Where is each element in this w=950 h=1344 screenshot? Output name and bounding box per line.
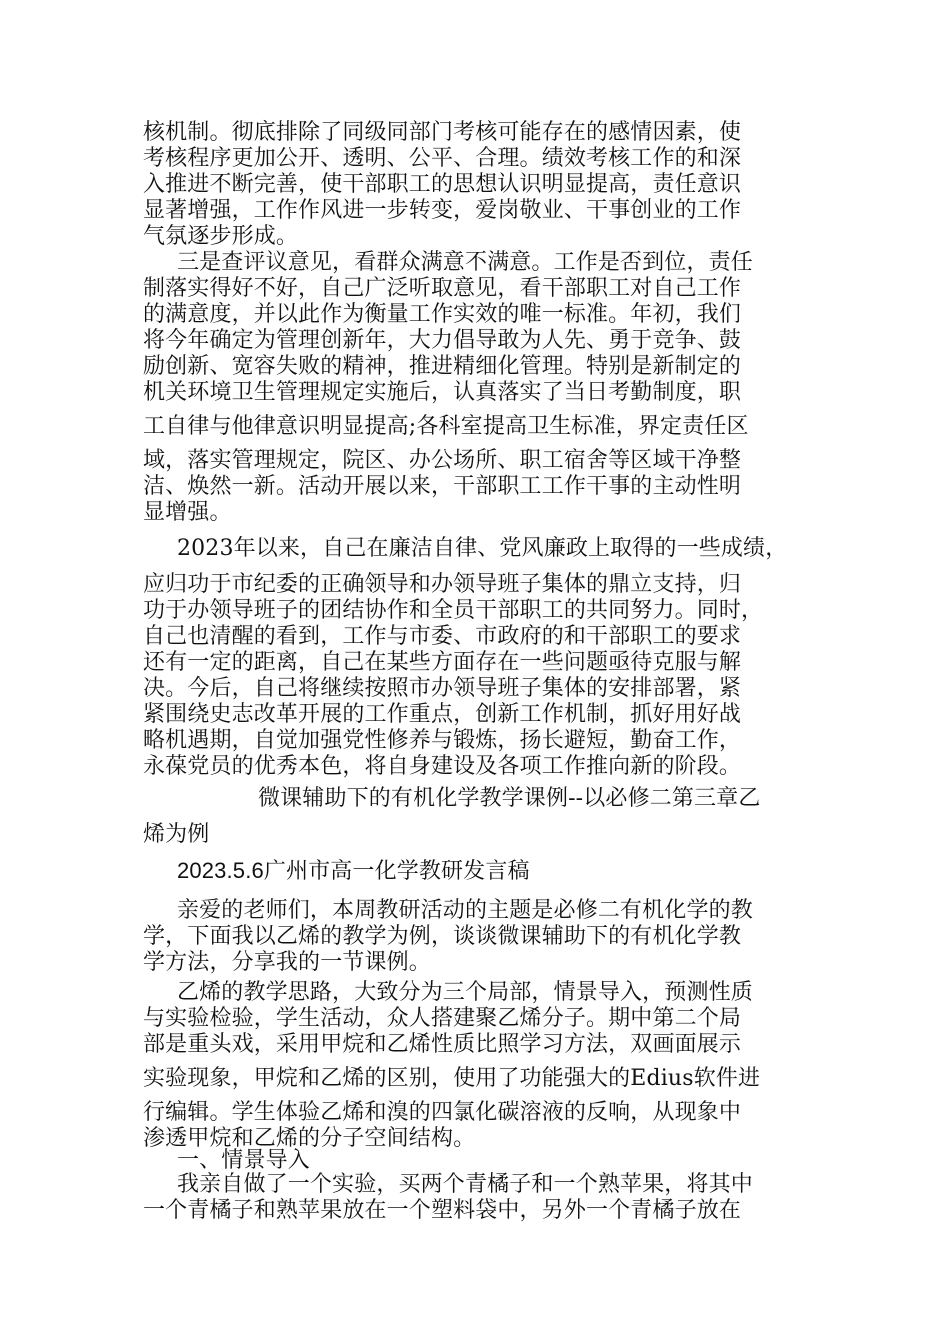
text-line: 还有一定的距离，自己在某些方面存在一些问题亟待克服与解: [143, 650, 742, 675]
text-line: 一个青橘子和熟苹果放在一个塑料袋中，另外一个青橘子放在: [143, 1198, 742, 1223]
text-line: 功于办领导班子的团结协作和全员干部职工的共同努力。同时，: [143, 598, 764, 623]
text-line: 入推进不断完善，使干部职工的思想认识明显提高，责任意识: [143, 172, 742, 197]
text-line: 与实验检验，学生活动，众人搭建聚乙烯分子。期中第二个局: [143, 1006, 742, 1031]
text-line: 机关环境卫生管理规定实施后，认真落实了当日考勤制度，职: [143, 380, 742, 405]
text-line: 略机遇期，自觉加强党性修养与锻炼，扬长避短，勤奋工作，: [143, 728, 742, 753]
date-line: 2023.5.6广州市高一化学教研发言稿: [177, 858, 530, 883]
text-line: 决。今后，自己将继续按照市办领导班子集体的安排部署，紧: [143, 676, 742, 701]
text-line: 制落实得好不好，自己广泛听取意见，看干部职工对自己工作: [143, 276, 742, 301]
text-line: 学，下面我以乙烯的教学为例，谈谈微课辅助下的有机化学教: [143, 924, 742, 949]
text-line: 学方法，分享我的一节课例。: [143, 950, 431, 975]
text-line: 工自律与他律意识明显提高;各科室提高卫生标准，界定责任区: [143, 414, 749, 439]
text-line: 渗透甲烷和乙烯的分子空间结构。: [143, 1126, 476, 1151]
text-line: 域，落实管理规定，院区、办公场所、职工宿舍等区域干净整: [143, 448, 742, 473]
text-line: 励创新、宽容失败的精神，推进精细化管理。特别是新制定的: [143, 354, 742, 379]
text-line: 将今年确定为管理创新年，大力倡导敢为人先、勇于竞争、鼓: [143, 328, 742, 353]
paragraph-start-line: 亲爱的老师们，本周教研活动的主题是必修二有机化学的教: [177, 898, 753, 923]
text-line: 紧围绕史志改革开展的工作重点，创新工作机制，抓好用好战: [143, 702, 742, 727]
text-line: 永葆党员的优秀本色，将自身建设及各项工作推向新的阶段。: [143, 754, 742, 779]
text-line: 显增强。: [143, 500, 232, 525]
paragraph-start-line: 乙烯的教学思路，大致分为三个局部，情景导入，预测性质: [177, 980, 753, 1005]
text-line: 气氛逐步形成。: [143, 224, 299, 249]
text-line: 的满意度，并以此作为衡量工作实效的唯一标准。年初，我们: [143, 302, 742, 327]
text-line: 显著增强，工作作风进一步转变，爱岗敬业、干事创业的工作: [143, 198, 742, 223]
text-line: 考核程序更加公开、透明、公平、合理。绩效考核工作的和深: [143, 146, 742, 171]
text-line: 洁、焕然一新。活动开展以来，干部职工工作干事的主动性明: [143, 474, 742, 499]
text-line: 部是重头戏，采用甲烷和乙烯性质比照学习方法，双画面展示: [143, 1032, 742, 1057]
text-line: 自己也清醒的看到，工作与市委、市政府的和干部职工的要求: [143, 624, 742, 649]
article-title-line: 微课辅助下的有机化学教学课例--以必修二第三章乙: [258, 786, 761, 811]
text-line: 实验现象，甲烷和乙烯的区别，使用了功能强大的Edius软件进: [143, 1066, 761, 1091]
paragraph-start-line: 三是查评议意见，看群众满意不满意。工作是否到位，责任: [177, 250, 753, 275]
paragraph-start-line: 我亲自做了一个实验，买两个青橘子和一个熟苹果，将其中: [177, 1172, 753, 1197]
section-heading: 一、情景导入: [177, 1148, 310, 1173]
paragraph-start-line: 2023年以来，自己在廉洁自律、党风廉政上取得的一些成绩，: [177, 536, 788, 561]
text-line: 应归功于市纪委的正确领导和办领导班子集体的鼎立支持，归: [143, 572, 742, 597]
text-line: 行编辑。学生体验乙烯和溴的四氯化碳溶液的反响，从现象中: [143, 1100, 742, 1125]
text-line: 核机制。彻底排除了同级同部门考核可能存在的感情因素，使: [143, 120, 742, 145]
article-title-line: 烯为例: [143, 822, 210, 847]
